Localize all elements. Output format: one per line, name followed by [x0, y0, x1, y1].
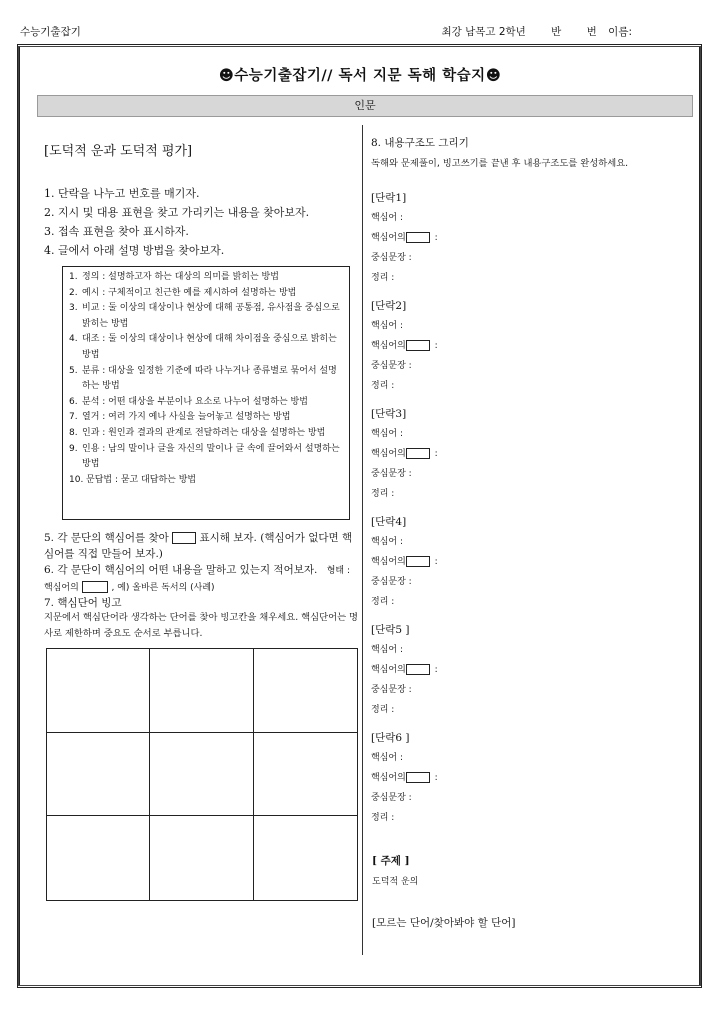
- question-7: [44, 595, 362, 642]
- keyword-box-icon: [406, 556, 430, 567]
- method-item: [69, 473, 343, 489]
- keyword-box-icon: [406, 772, 430, 783]
- method-item: [69, 442, 343, 473]
- header-name: 이름:: [608, 26, 632, 38]
- method-number: 2.: [69, 287, 78, 298]
- central-sentence-row[interactable]: 중심문장 :: [371, 793, 412, 803]
- page-header: [20, 24, 702, 40]
- paragraph-label: [단락1]: [371, 192, 407, 204]
- row-colon: :: [434, 665, 438, 675]
- paragraph-label: [단락4]: [371, 516, 407, 528]
- bingo-cell[interactable]: [150, 733, 253, 817]
- central-sentence-row[interactable]: 중심문장 :: [371, 685, 412, 695]
- keyword-box-icon: [406, 232, 430, 243]
- step-item: 1. 단락을 나누고 번호를 매기자.: [44, 187, 200, 200]
- keyword-aspect-row[interactable]: [371, 230, 671, 250]
- header-left: 수능기출잡기: [20, 26, 81, 38]
- right-column: [371, 135, 691, 169]
- row-colon: :: [434, 233, 438, 243]
- central-sentence-row[interactable]: 중심문장 :: [371, 361, 412, 371]
- keyword-row[interactable]: 핵심어 :: [371, 645, 403, 655]
- method-item: [69, 286, 343, 302]
- keyword-aspect-label: 핵심어의: [371, 233, 406, 243]
- header-number: 번: [586, 26, 597, 38]
- keyword-aspect-row[interactable]: [371, 770, 671, 790]
- header-student-info: [433, 24, 632, 39]
- method-number: 9.: [69, 443, 78, 454]
- structure-instruction: 독해와 문제풀이, 빙고쓰기를 끝낸 후 내용구조도를 완성하세요.: [371, 158, 629, 169]
- question-5-6: [44, 530, 358, 596]
- step-item: 2. 지시 및 대용 표현을 찾고 가리키는 내용을 찾아보자.: [44, 206, 310, 219]
- row-colon: :: [434, 341, 438, 351]
- q6-example: , 예) 올바른 독서의 (사례): [111, 583, 215, 593]
- row-colon: :: [434, 449, 438, 459]
- method-text: 인용 : 남의 말이나 글을 자신의 말이나 글 속에 끌어와서 설명하는 방법: [82, 443, 340, 470]
- method-number: 5.: [69, 365, 78, 376]
- keyword-box-icon: [406, 340, 430, 351]
- method-number: 4.: [69, 334, 78, 345]
- keyword-aspect-row[interactable]: [371, 554, 671, 574]
- keyword-aspect-label: 핵심어의: [371, 341, 406, 351]
- q5-text-b: 표시해 보자. (핵심어가 없다면 핵심어를 직접 만들어 보자.): [44, 532, 353, 560]
- keyword-row[interactable]: 핵심어 :: [371, 213, 403, 223]
- summary-row[interactable]: 정리 :: [371, 597, 395, 607]
- keyword-aspect-label: 핵심어의: [371, 665, 406, 675]
- paragraph-section: [371, 190, 671, 290]
- method-number: 6.: [69, 396, 78, 407]
- central-sentence-row[interactable]: 중심문장 :: [371, 469, 412, 479]
- topic-label: [ 주제 ]: [372, 855, 410, 867]
- method-item: [69, 332, 343, 363]
- q7-description: 지문에서 핵심단어라 생각하는 단어를 찾아 빙고칸을 채우세요. 핵심단어는 명사로 제한하며 중요도 순서로 부릅니다.: [44, 612, 358, 639]
- method-number: 1.: [69, 272, 78, 282]
- row-colon: :: [434, 557, 438, 567]
- paragraph-section: [371, 622, 671, 722]
- summary-row[interactable]: 정리 :: [371, 813, 395, 823]
- bingo-cell[interactable]: [150, 816, 253, 900]
- subject-band: 인문: [37, 95, 693, 117]
- row-colon: :: [434, 773, 438, 783]
- keyword-aspect-row[interactable]: [371, 446, 671, 466]
- method-number: 8.: [69, 427, 78, 438]
- bingo-cell[interactable]: [254, 733, 357, 817]
- summary-row[interactable]: 정리 :: [371, 381, 395, 391]
- keyword-box-icon: [172, 532, 196, 544]
- method-item: [69, 395, 343, 411]
- method-text: 열거 : 여러 가지 예나 사실을 늘어놓고 설명하는 방법: [82, 412, 291, 423]
- method-text: 문답법 : 묻고 대답하는 방법: [86, 474, 197, 485]
- bingo-cell[interactable]: [254, 649, 357, 733]
- method-text: 분석 : 어떤 대상을 부분이나 요소로 나누어 설명하는 방법: [82, 396, 308, 407]
- q7-heading: 7. 핵심단어 빙고: [44, 597, 122, 609]
- method-text: 비교 : 둘 이상의 대상이나 현상에 대해 공통점, 유사점을 중심으로 밝히는 방법: [82, 303, 340, 329]
- bingo-cell[interactable]: [47, 733, 150, 817]
- header-school: 최강 남목고 2학년: [441, 26, 526, 38]
- paragraph-section: [371, 298, 671, 398]
- column-divider: [362, 125, 363, 955]
- keyword-aspect-row[interactable]: [371, 662, 671, 682]
- bingo-cell[interactable]: [150, 649, 253, 733]
- structure-heading: 8. 내용구조도 그리기: [371, 137, 469, 149]
- paragraph-label: [단락5 ]: [371, 624, 410, 636]
- step-item: 4. 글에서 아래 설명 방법을 찾아보자.: [44, 244, 225, 257]
- method-text: 인과 : 원인과 결과의 관계로 전달하려는 대상을 설명하는 방법: [82, 427, 326, 438]
- summary-row[interactable]: 정리 :: [371, 705, 395, 715]
- bingo-grid: [46, 648, 358, 901]
- keyword-aspect-label: 핵심어의: [371, 773, 406, 783]
- steps-list: [44, 185, 356, 261]
- summary-row[interactable]: 정리 :: [371, 273, 395, 283]
- method-text: 정의 : 설명하고자 하는 대상의 의미를 밝히는 방법: [82, 272, 279, 282]
- method-text: 분류 : 대상을 일정한 기준에 따라 나누거나 종류별로 묶어서 설명하는 방법: [82, 365, 337, 392]
- q6-text: 6. 각 문단이 핵심어의 어떤 내용을 말하고 있는지 적어보자.: [44, 564, 318, 576]
- keyword-aspect-label: 핵심어의: [371, 449, 406, 459]
- keyword-box-icon: [406, 664, 430, 675]
- worksheet-title: ☻수능기출잡기// 독서 지문 독해 학습지☻: [218, 68, 502, 84]
- keyword-aspect-label: 핵심어의: [371, 557, 406, 567]
- keyword-box-icon: [82, 581, 108, 593]
- method-item: [69, 301, 343, 332]
- keyword-aspect-row[interactable]: [371, 338, 671, 358]
- keyword-box-icon: [406, 448, 430, 459]
- methods-box: [62, 266, 350, 520]
- method-text: 예시 : 구체적이고 친근한 예를 제시하여 설명하는 방법: [82, 287, 297, 298]
- method-item: [69, 364, 343, 395]
- summary-row[interactable]: 정리 :: [371, 489, 395, 499]
- method-number: 10.: [69, 474, 84, 485]
- left-column: [44, 140, 356, 261]
- topic-value: 도덕적 운의: [372, 877, 419, 887]
- paragraph-label: [단락3]: [371, 408, 407, 420]
- paragraph-section: [371, 514, 671, 614]
- method-item: [69, 426, 343, 442]
- keyword-row[interactable]: 핵심어 :: [371, 321, 403, 331]
- method-text: 대조 : 둘 이상의 대상이나 현상에 대해 차이점을 중심으로 밝히는 방법: [82, 334, 337, 360]
- q5-text-a: 5. 각 문단의 핵심어를 찾아: [44, 532, 169, 544]
- method-item: [69, 410, 343, 426]
- q6-form: 형태 : 핵심어의: [44, 566, 350, 593]
- paragraph-label: [단락6 ]: [371, 732, 410, 744]
- keyword-row[interactable]: 핵심어 :: [371, 537, 403, 547]
- bingo-cell[interactable]: [47, 816, 150, 900]
- paragraph-label: [단락2]: [371, 300, 407, 312]
- bingo-cell[interactable]: [254, 816, 357, 900]
- paragraph-section: [371, 730, 671, 830]
- keyword-row[interactable]: 핵심어 :: [371, 429, 403, 439]
- keyword-row[interactable]: 핵심어 :: [371, 753, 403, 763]
- method-number: 7.: [69, 412, 78, 423]
- central-sentence-row[interactable]: 중심문장 :: [371, 577, 412, 587]
- central-sentence-row[interactable]: 중심문장 :: [371, 253, 412, 263]
- header-class: 반: [551, 26, 562, 38]
- paragraph-section: [371, 406, 671, 506]
- unknown-words-label: [모르는 단어/찾아봐야 할 단어]: [372, 917, 516, 929]
- method-item: [69, 270, 343, 286]
- step-item: 3. 접속 표현을 찾아 표시하자.: [44, 225, 189, 238]
- method-number: 3.: [69, 303, 78, 314]
- passage-heading: [도덕적 운과 도덕적 평가]: [44, 144, 193, 159]
- bingo-cell[interactable]: [47, 649, 150, 733]
